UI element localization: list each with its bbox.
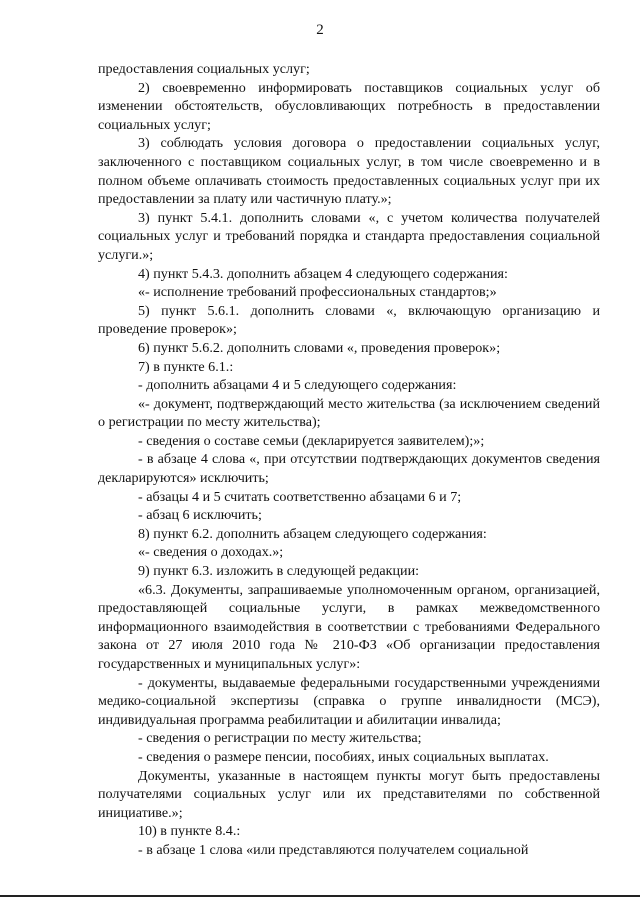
paragraph: 10) в пункте 8.4.: [138,823,241,840]
paragraph: - сведения о составе семьи (декларируется заявителем);»; [138,432,485,449]
paragraph: 6) пункт 5.6.2. дополнить словами «, проведения проверок»; [138,339,501,356]
paragraph: «6.3. Документы, запрашиваемые уполномоченным органом, организацией, предоставляющей социальные услуги, в рамках межведомственного информационного взаимодействия в соответствии с требованиями Федерального закона от 27 июля 2010 года № 210-ФЗ «Об организации предоставления государственных и муниципальных услуг»: [98,581,600,672]
paragraph: - сведения о регистрации по месту жительства; [138,730,422,747]
paragraph: - сведения о размере пенсии, пособиях, иных социальных выплатах. [138,748,549,765]
bottom-rule [0,895,640,897]
paragraph: «- исполнение требований профессиональных стандартов;» [138,284,497,301]
paragraph: «- сведения о доходах.»; [138,544,284,561]
paragraph: 4) пункт 5.4.3. дополнить абзацем 4 следующего содержания: [138,265,508,282]
paragraph: - в абзаце 4 слова «, при отсутствии подтверждающих документов сведения декларируются» исключить; [98,451,600,487]
paragraph: - дополнить абзацами 4 и 5 следующего содержания: [138,377,457,394]
document-body [98,60,600,860]
paragraph: 3) соблюдать условия договора о предоставлении социальных услуг, заключенного с поставщиком социальных услуг, в том числе своевременно и в полном объеме оплачивать стоимость предоставленных социальных услуг при их предоставлении за плату или частичную плату.»; [98,135,600,208]
paragraph: 2) своевременно информировать поставщиков социальных услуг об изменении обстоятельств, обусловливающих потребность в предоставлении социальных услуг; [98,79,600,133]
paragraph: 7) в пункте 6.1.: [138,358,234,375]
paragraph: - абзацы 4 и 5 считать соответственно абзацами 6 и 7; [138,488,462,505]
paragraph: 8) пункт 6.2. дополнить абзацем следующего содержания: [138,525,487,542]
paragraph: - в абзаце 1 слова «или представляются получателем социальной [138,841,529,858]
paragraph: «- документ, подтверждающий место жительства (за исключением сведений о регистрации по месту жительства); [98,395,600,431]
paragraph: 9) пункт 6.3. изложить в следующей редакции: [138,563,420,580]
paragraph: 5) пункт 5.6.1. дополнить словами «, включающую организацию и проведение проверок»; [98,302,600,338]
paragraph: предоставления социальных услуг; [98,61,310,77]
paragraph: - абзац 6 исключить; [138,507,262,524]
paragraph: - документы, выдаваемые федеральными государственными учреждениями медико-социальной экспертизы (справка о группе инвалидности (МСЭ), индивидуальная программа реабилитации и абилитации инвалида; [98,674,600,728]
paragraph: Документы, указанные в настоящем пункты могут быть предоставлены получателями социальных услуг или их представителями по собственной инициативе.»; [98,767,600,821]
paragraph: 3) пункт 5.4.1. дополнить словами «, с учетом количества получателей социальных услуг и требований порядка и стандарта предоставления социальной услуги.»; [98,209,600,263]
page-number: 2 [316,22,324,38]
